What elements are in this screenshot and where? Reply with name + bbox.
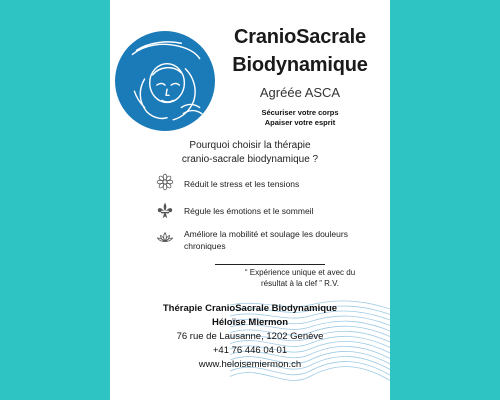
benefit-emotions: Régule les émotions et le sommeil	[184, 206, 314, 216]
left-teal-band	[0, 0, 110, 400]
footer-practice-name: Thérapie CranioSacrale Biodynamique	[162, 303, 338, 314]
benefit-stress: Réduit le stress et les tensions	[184, 179, 300, 189]
footer-website-link[interactable]: www.heloisemiermon.ch	[198, 359, 302, 370]
question-line-1: Pourquoi choisir la thérapie	[189, 140, 311, 151]
subtitle-asca: Agréée ASCA	[259, 85, 341, 100]
right-teal-band	[390, 0, 500, 400]
testimonial-divider	[215, 264, 325, 265]
footer-phone[interactable]: +41 76 446 04 01	[212, 345, 288, 356]
flyer-page	[110, 0, 390, 400]
testimonial-line-1: “ Expérience unique et avec du	[244, 268, 356, 277]
title-line-2: Biodynamique	[232, 54, 368, 76]
footer-person-name: Héloïse Miermon	[211, 317, 289, 328]
testimonial-line-2: résultat à la clef ” R.V.	[261, 279, 339, 288]
title-line-1: CranioSacrale	[234, 26, 366, 48]
slogan-line-1: Sécuriser votre corps	[261, 108, 339, 117]
footer-address: 76 rue de Lausanne, 1202 Genève	[176, 331, 324, 342]
question-line-2: cranio-sacrale biodynamique ?	[181, 154, 319, 165]
fleur-de-lis-icon	[156, 202, 174, 220]
slogan-line-2: Apaiser votre esprit	[264, 118, 336, 127]
flower-icon	[156, 173, 174, 191]
logo-circle	[115, 31, 215, 131]
benefit-mobility: Améliore la mobilité et soulage les douleurs chroniques	[184, 229, 348, 251]
lotus-icon	[156, 229, 174, 247]
hands-cradling-head-icon	[114, 30, 216, 132]
